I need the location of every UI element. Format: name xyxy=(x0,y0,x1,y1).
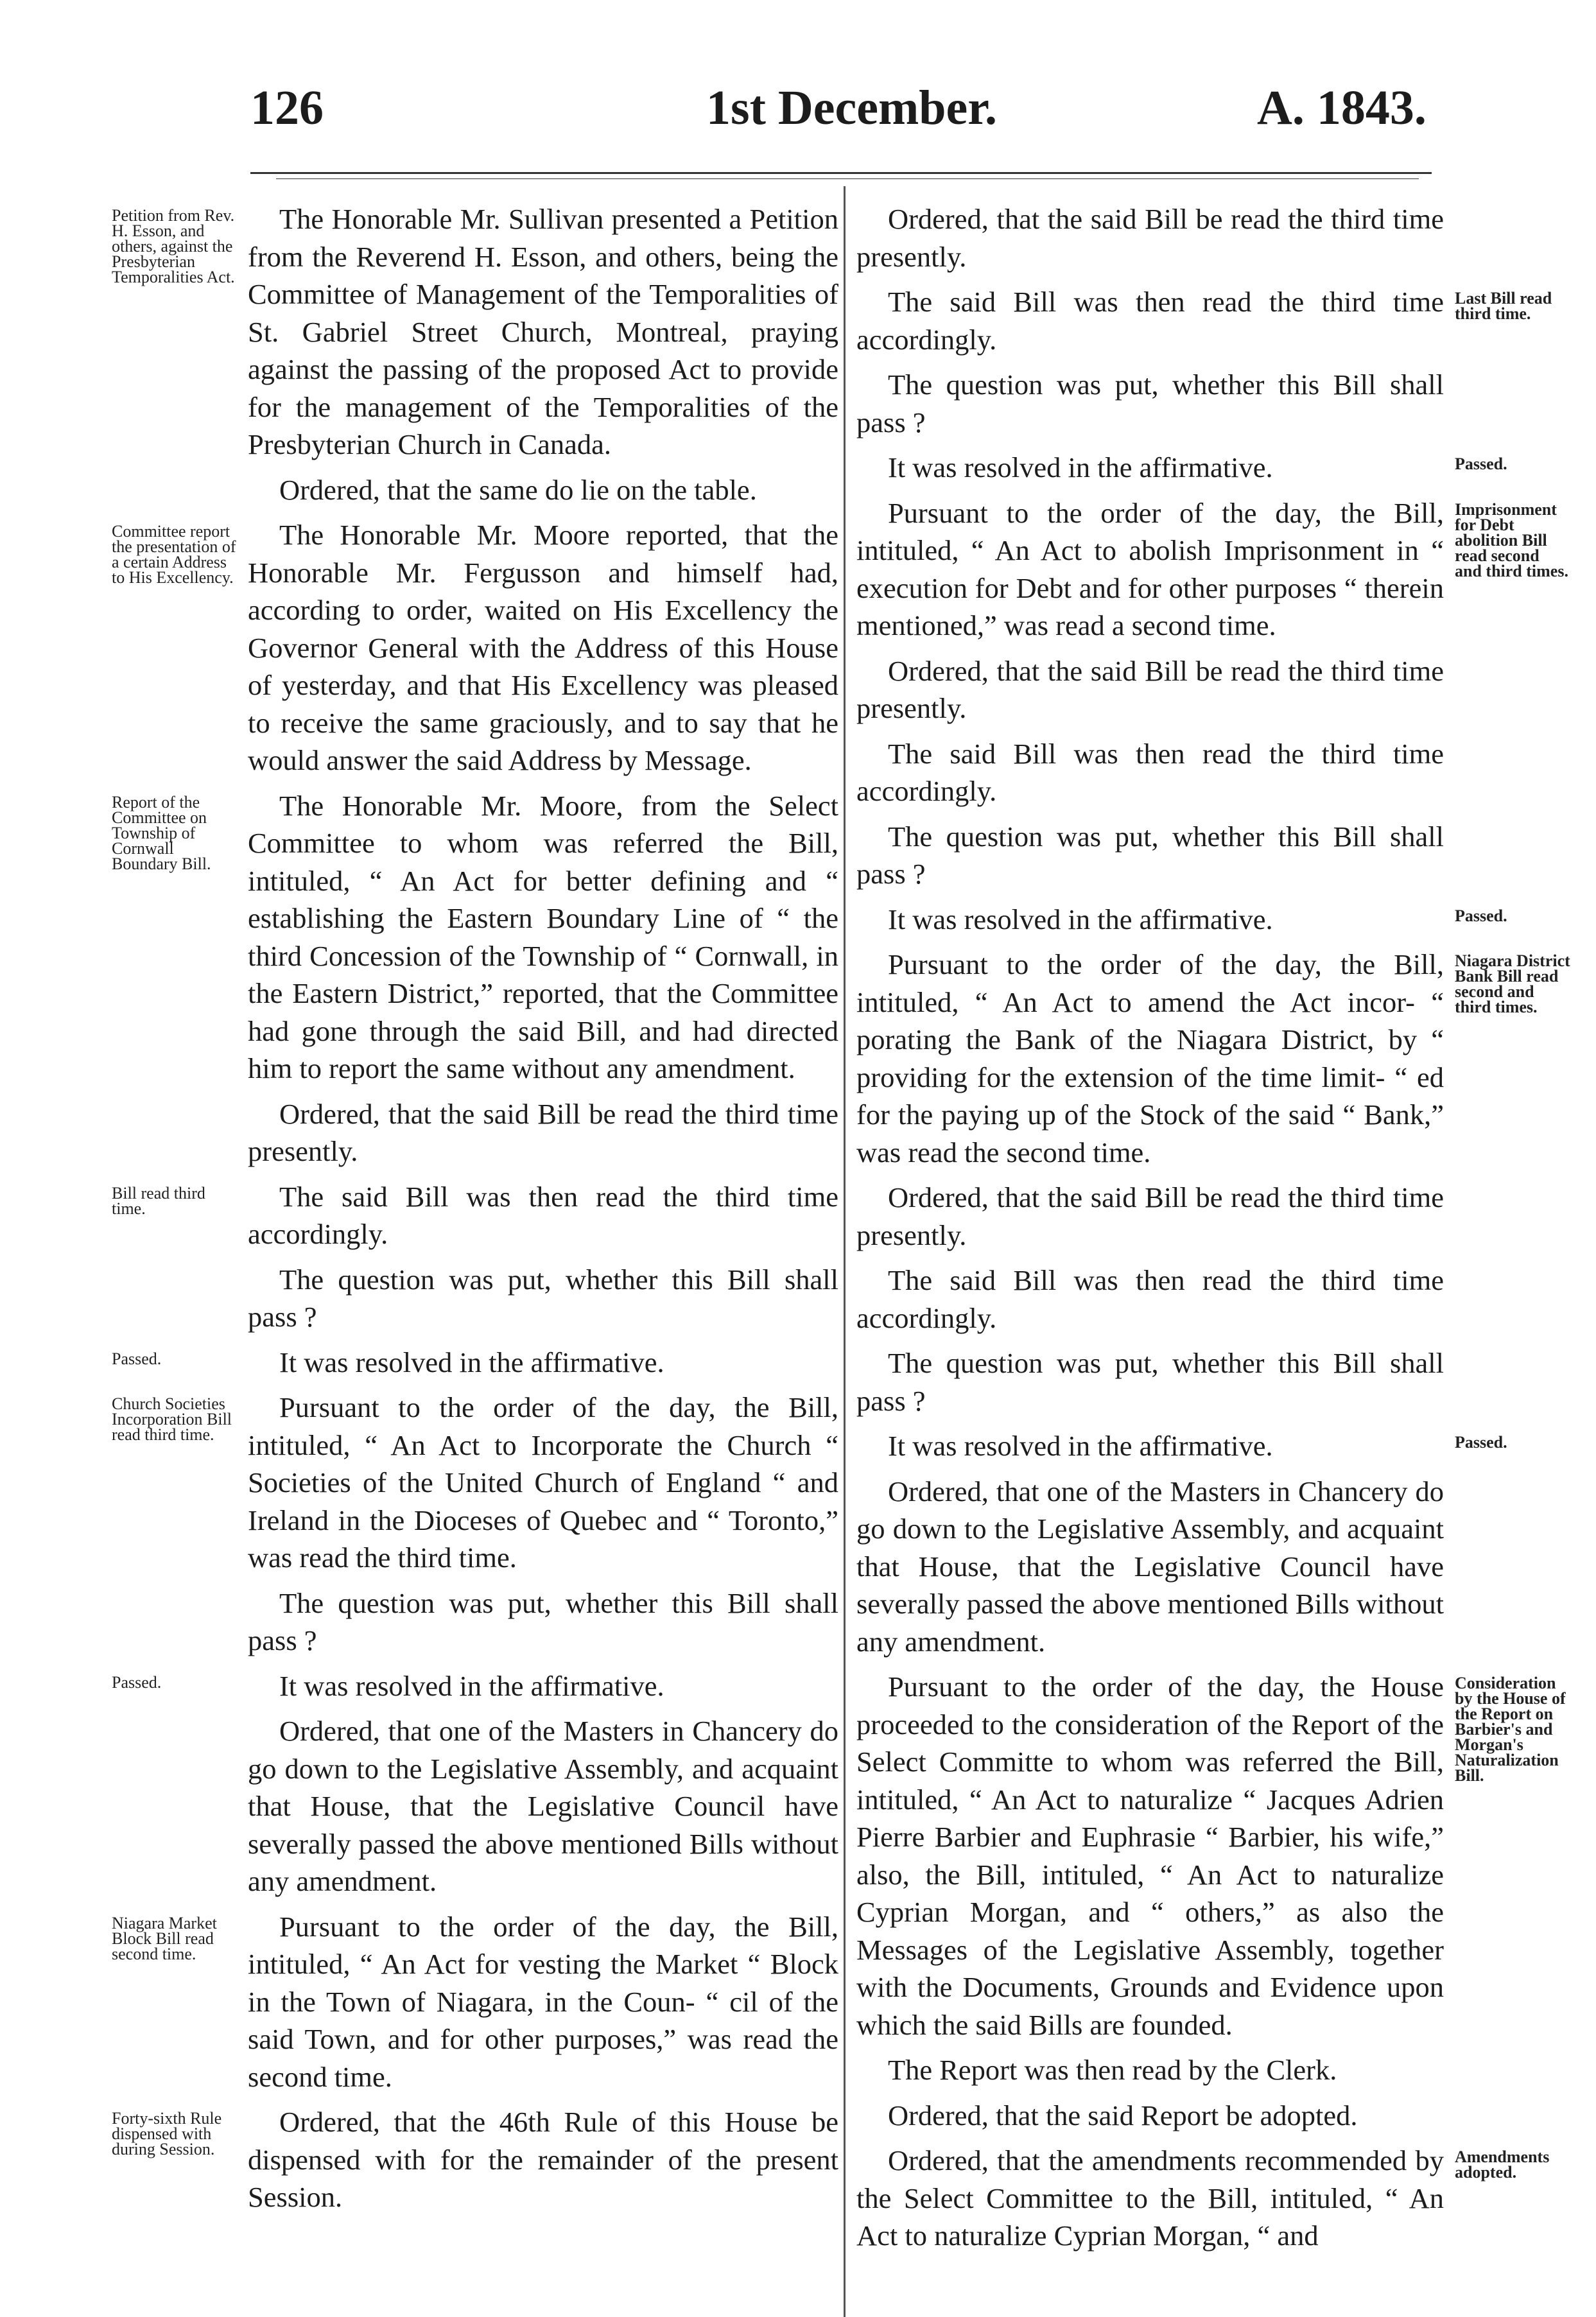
page-header xyxy=(0,0,1596,167)
margin-note: Church Societies Incorporation Bill read third time. xyxy=(112,1394,232,1444)
paragraph-text: Ordered, that the said Bill be read the third time presently. xyxy=(856,654,1444,724)
paragraph-text: The question was put, whether this Bill shall pass ? xyxy=(248,1263,838,1333)
margin-note: Niagara Market Block Bill read second time. xyxy=(112,1913,217,1963)
paragraph-text: Pursuant to the order of the day, the Bill, intituled, “ An Act for vesting the Market “ Block in the Town of Niagara, in the Coun- “ cil of the said Town, and for other purposes,” was read the second time. xyxy=(248,1910,838,2093)
paragraph xyxy=(856,1344,1444,1419)
paragraph-text: Ordered, that the 46th Rule of this House be dispensed with for the remainder of the present Session. xyxy=(248,2106,838,2213)
paragraph-amendments xyxy=(856,2142,1550,2255)
paragraph-text: The said Bill was then read the third time accordingly. xyxy=(856,737,1444,807)
paragraph xyxy=(856,2097,1444,2135)
paragraph xyxy=(248,1095,838,1170)
paragraph-text: The Honorable Mr. Moore reported, that the Honorable Mr. Fergusson and himself had, according to order, waited on His Excellency the Governor General with the Address of this House of yesterday, and that His Excellency was pleased to receive the same graciously, and to say that he would answer the said Address by Message. xyxy=(248,519,838,776)
paragraph xyxy=(248,1584,838,1660)
paragraph xyxy=(248,1712,838,1900)
paragraph-text: The Honorable Mr. Sullivan presented a Petition from the Reverend H. Esson, and others, being the Committee of Management of the Temporalities of St. Gabriel Street Church, Montreal, praying against the passing of the proposed Act to provide for the management of the Temporalities of the Presbyterian Church in Canada. xyxy=(248,203,838,460)
paragraph-text: The said Bill was then read the third time accordingly. xyxy=(856,1264,1444,1334)
paragraph-church-societies xyxy=(112,1389,838,1577)
paragraph-text: The said Bill was then read the third time accordingly. xyxy=(856,286,1444,356)
paragraph-text: Ordered, that the amendments recommended by the Select Committee to the Bill, intituled, “ An Act to naturalize Cyprian Morgan, “ and xyxy=(856,2144,1444,2252)
page-number: 126 xyxy=(250,81,324,135)
paragraph xyxy=(856,2051,1444,2089)
margin-note: Passed. xyxy=(112,1672,162,1692)
header-year: A. 1843. xyxy=(1257,81,1427,135)
header-rule xyxy=(250,172,1432,174)
paragraph-cornwall-report xyxy=(112,787,838,1088)
paragraph-text: The said Bill was then read the third time accordingly. xyxy=(248,1180,838,1250)
paragraph-text: The question was put, whether this Bill shall pass ? xyxy=(856,1347,1444,1417)
margin-note: Last Bill read third time. xyxy=(1455,289,1552,323)
margin-note: Consideration by the House of the Report on Barbier's and Morgan's Naturalization Bill. xyxy=(1455,1674,1566,1785)
margin-note: Forty-sixth Rule dispensed with during Session. xyxy=(112,2109,222,2158)
column-divider xyxy=(844,186,846,2317)
paragraph xyxy=(112,1344,838,1382)
paragraph-text: The question was put, whether this Bill shall pass ? xyxy=(856,369,1444,438)
margin-note: Passed. xyxy=(112,1349,162,1368)
paragraph xyxy=(856,1262,1444,1337)
paragraph xyxy=(856,366,1444,441)
paragraph-text: The question was put, whether this Bill shall pass ? xyxy=(248,1586,838,1656)
paragraph xyxy=(856,1179,1444,1254)
paragraph xyxy=(856,283,1552,358)
paragraph-petition-esson xyxy=(112,200,838,464)
paragraph-market-block xyxy=(112,1908,838,2096)
margin-note: Amendments adopted. xyxy=(1455,2148,1550,2182)
paragraph-text: The Honorable Mr. Moore, from the Select Committee to whom was referred the Bill, intituled, “ An Act for better defining and “ establishing the Eastern Boundary Line of “ the third Concession of the Township of “ Cornwall, in the Eastern District,” reported, that the Committee had gone through the said Bill, and had directed him to report the same without any amendment. xyxy=(248,789,838,1084)
paragraph-text: Pursuant to the order of the day, the Bill, intituled, “ An Act to amend the Act incor- “ porating the Bank of the Niagara District, by “ providing for the extension of the time limit- “ ed for the paying up of the Stock of the said “ Bank,” was read the second time. xyxy=(856,948,1444,1168)
paragraph-text: Ordered, that the said Bill be read the third time presently. xyxy=(248,1097,838,1167)
paragraph xyxy=(248,1261,838,1336)
paragraph-rule-46 xyxy=(112,2103,838,2216)
paragraph xyxy=(856,200,1444,275)
paragraph-text: It was resolved in the affirmative. xyxy=(887,903,1273,935)
header-rule-thin xyxy=(276,178,1419,179)
paragraph xyxy=(856,1473,1444,1661)
paragraph-text: Pursuant to the order of the day, the Bill, intituled, “ An Act to abolish Imprisonment in “ execution for Debt and for other purposes “ therein mentioned,” was read a second time. xyxy=(856,496,1444,641)
paragraph xyxy=(856,652,1444,727)
margin-note: Bill read third time. xyxy=(112,1183,205,1218)
paragraph-text: It was resolved in the affirmative. xyxy=(279,1346,664,1378)
paragraph xyxy=(856,449,1507,487)
paragraph-text: Ordered, that one of the Masters in Chancery do go down to the Legislative Assembly, and acquaint that House, that the Legislative Council have severally passed the above mentioned Bills without any amendment. xyxy=(856,1475,1444,1658)
margin-note: Passed. xyxy=(1455,906,1507,925)
paragraph-text: Pursuant to the order of the day, the Bill, intituled, “ An Act to Incorporate the Church “ Societies of the United Church of England “ and Ireland in the Dioceses of Quebec and “ Toronto,” was read the third time. xyxy=(248,1391,838,1574)
paragraph-niagara-bank xyxy=(856,946,1570,1171)
paragraph xyxy=(248,471,838,509)
paragraph xyxy=(112,1667,838,1705)
paragraph-address-report xyxy=(112,516,838,779)
paragraph xyxy=(112,1178,838,1253)
left-column xyxy=(112,200,838,2224)
paragraph xyxy=(856,818,1444,893)
paragraph xyxy=(856,1427,1507,1465)
paragraph-naturalization-report xyxy=(856,1668,1566,2044)
paragraph-text: Ordered, that the said Bill be read the third time presently. xyxy=(856,203,1444,273)
right-column xyxy=(856,200,1570,2262)
paragraph-text: Ordered, that the said Report be adopted. xyxy=(887,2099,1358,2131)
paragraph-text: The Report was then read by the Clerk. xyxy=(887,2054,1337,2086)
paragraph-text: It was resolved in the affirmative. xyxy=(887,451,1273,483)
paragraph-text: Ordered, that the said Bill be read the third time presently. xyxy=(856,1181,1444,1251)
paragraph-text: Ordered, that one of the Masters in Chancery do go down to the Legislative Assembly, and acquaint that House, that the Legislative Council have severally passed the above mentioned Bills without any amendment. xyxy=(248,1715,838,1897)
margin-note: Niagara District Bank Bill read second and third times. xyxy=(1455,951,1570,1016)
paragraph-text: Pursuant to the order of the day, the House proceeded to the consideration of the Report of the Select Committe to whom was referred the Bill, intituled, “ An Act to naturalize “ Jacques Adrien Pierre Barbier and Euphrasie “ Barbier, his wife,” also, the Bill, intituled, “ An Act to naturalize Cyprian Morgan, and “ others,” as also the Messages of the Legislative Assembly, together with the Documents, Grounds and Evidence upon which the said Bills are founded. xyxy=(856,1670,1444,2041)
paragraph-imprisonment-bill xyxy=(856,494,1568,645)
paragraph-text: The question was put, whether this Bill shall pass ? xyxy=(856,820,1444,890)
paragraph-text: It was resolved in the affirmative. xyxy=(279,1669,664,1702)
paragraph xyxy=(856,735,1444,810)
header-date: 1st December. xyxy=(706,81,998,135)
margin-note: Report of the Committee on Township of Cornwall Boundary Bill. xyxy=(112,792,211,873)
paragraph-text: It was resolved in the affirmative. xyxy=(887,1430,1273,1462)
margin-note: Passed. xyxy=(1455,455,1507,473)
margin-note: Imprisonment for Debt abolition Bill read second and third times. xyxy=(1455,499,1568,580)
paragraph xyxy=(856,901,1507,939)
margin-note: Petition from Rev. H. Esson, and others, against the Presbyterian Temporalities Act. xyxy=(112,206,235,286)
paragraph-text: Ordered, that the same do lie on the table. xyxy=(279,473,757,506)
margin-note: Committee report the presentation of a certain Address to His Excellency. xyxy=(112,522,236,587)
margin-note: Passed. xyxy=(1455,1433,1507,1452)
